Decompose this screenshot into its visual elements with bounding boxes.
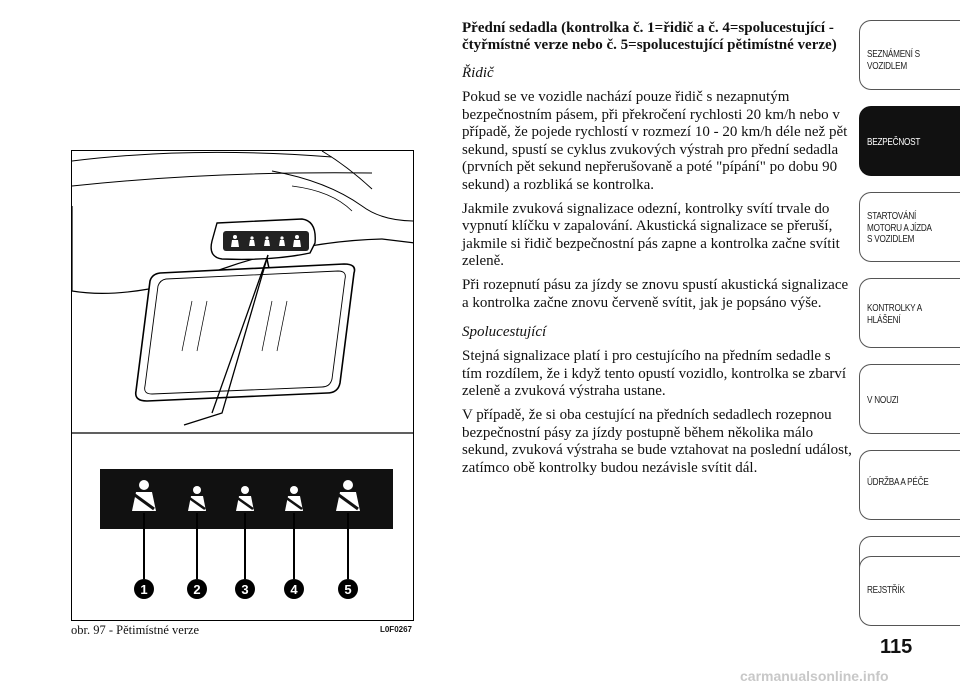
tab-rejstrik[interactable] <box>859 556 960 626</box>
callout-number-2: 2 <box>193 582 201 597</box>
section-heading: Přední sedadla (kontrolka č. 1=řidič a č. 4=spolucestující - čtyřmístné verze nebo č. 5=spolucestující pětimístné verze) <box>462 20 837 53</box>
subheading-passenger: Spolucestující <box>462 324 547 341</box>
tab-label: BEZPEČNOST <box>867 137 921 148</box>
main-text <box>462 20 852 483</box>
tab-label: ÚDRŽBA A PÉČE <box>867 477 929 488</box>
subheading-driver: Řidič <box>462 65 494 81</box>
caption-text: obr. 97 - Pětimístné verze <box>71 623 200 637</box>
callout-number-1: 1 <box>140 582 148 597</box>
tab-seznameni-s-vozidlem[interactable] <box>859 20 960 90</box>
callout-number-3: 3 <box>241 582 249 597</box>
tab-label: KONTROLKY A HLÁŠENÍ <box>867 303 923 326</box>
paragraph-1: Pokud se ve vozidle nachází pouze řidič s nezapnutým bezpečnostním pásem, při překročení rychlosti 20 km/h nebo v případě, že pojede rychlostí v rozmezí 10 - 20 km/h déle než pět sekund, spustí se cyklus zvukových výstrah pro přední sedadla (prvních pět sekund nepřerušovaně a poté "pípání" po dobu 90 sekund) a rozbliká se kontrolka. <box>462 89 848 193</box>
tab-startovani-motoru[interactable] <box>859 192 960 262</box>
paragraph-5: V případě, že si oba cestující na předních sedadlech rozepnou bezpečnostní pásy za jízdy postupně během několika málo sekund, zvuková výstraha se bude vztahovat na poslední událost, zatímco obě kontrolky budou nezávisle svítit dál. <box>462 406 852 476</box>
page-number: 115 <box>880 636 913 658</box>
tab-label: REJSTŘÍK <box>867 585 905 596</box>
figure-code: L0F0267 <box>379 625 412 634</box>
tab-label: SEZNÁMENÍ S VOZIDLEM <box>867 49 920 72</box>
watermark: carmanualsonline.info <box>740 668 889 684</box>
tab-label: STARTOVÁNÍ MOTORU A JÍZDA S VOZIDLEM <box>867 211 932 245</box>
tab-bezpecnost[interactable] <box>859 106 960 176</box>
callout-number-4: 4 <box>290 582 298 597</box>
tab-kontrolky-a-hlaseni[interactable] <box>859 278 960 348</box>
paragraph-3: Při rozepnutí pásu za jízdy se znovu spustí akustická signalizace a kontrolka začne znovu červeně svítit, jak je popsáno výše. <box>462 276 849 311</box>
tab-label: V NOUZI <box>867 395 899 406</box>
seatbelt-indicator-illustration <box>72 151 414 621</box>
tab-v-nouzi[interactable] <box>859 364 960 434</box>
figure-caption <box>71 623 414 639</box>
paragraph-2: Jakmile zvuková signalizace odezní, kontrolky svítí trvale do vypnutí klíčku v zapalování. Akustická signalizace se přeruší, jakmile si řidič bezpečnostní pás zapne a kontrolka začne svítit zeleně. <box>462 200 840 270</box>
figure-illustration <box>71 150 414 621</box>
paragraph-4: Stejná signalizace platí i pro cestujícího na předním sedadle s tím rozdílem, že i když tento opustí vozidlo, kontrolka se zbarví zeleně a zvuková výstraha ustane. <box>462 348 847 400</box>
callout-number-5: 5 <box>344 582 352 597</box>
tab-udrzba-a-pece[interactable] <box>859 450 960 520</box>
